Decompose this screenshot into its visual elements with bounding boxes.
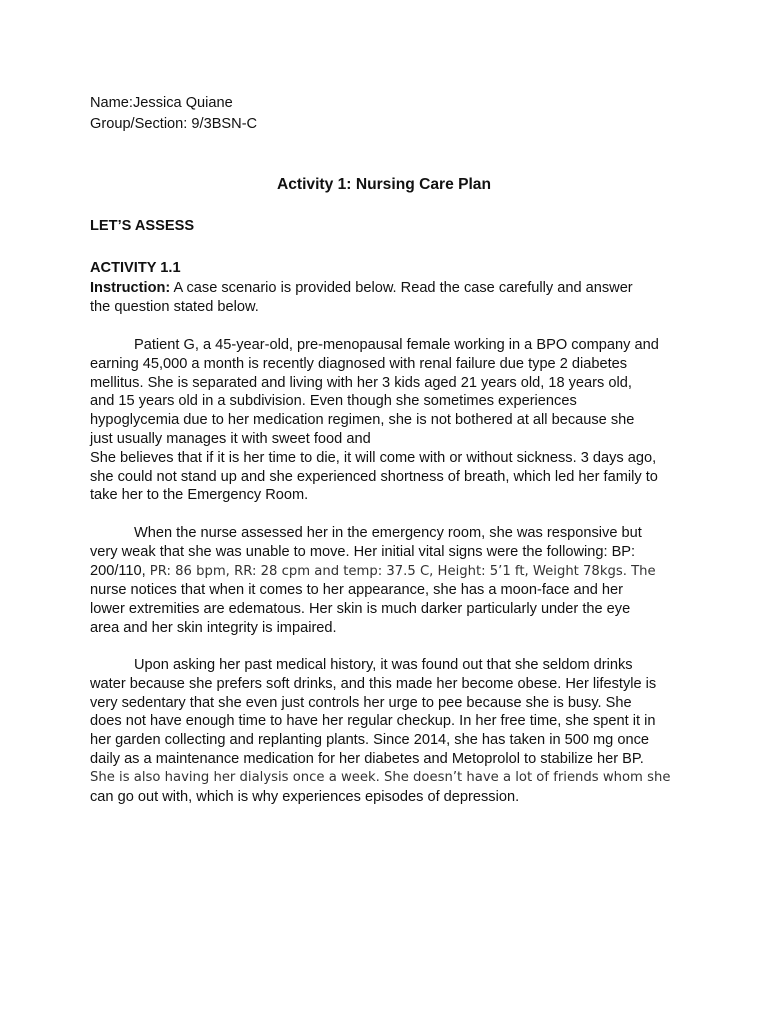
section-heading: LET’S ASSESS	[90, 218, 195, 234]
paragraph-line: Upon asking her past medical history, it was found out that she seldom drinks	[134, 657, 633, 673]
group-section: Group/Section: 9/3BSN-C	[90, 116, 258, 132]
paragraph-line: very weak that she was unable to move. Her initial vital signs were the following: BP:	[90, 543, 636, 560]
case-paragraph-3	[90, 656, 690, 806]
activity-heading: ACTIVITY 1.1	[90, 260, 181, 276]
paragraph-line: take her to the Emergency Room.	[90, 487, 309, 504]
paragraph-line: Patient G, a 45-year-old, pre-menopausal female working in a BPO company and	[134, 337, 659, 353]
instruction-line-1: A case scenario is provided below. Read the case carefully and answer	[170, 280, 633, 296]
paragraph-line: can go out with, which is why experiences episodes of depression.	[90, 788, 520, 805]
instruction-label: Instruction:	[90, 280, 171, 296]
paragraph-line: just usually manages it with sweet food and	[90, 430, 371, 447]
vital-signs-text: PR: 86 bpm, RR: 28 cpm and temp: 37.5 C, Height: 5’1 ft, Weight 78kgs. The	[149, 563, 656, 579]
instruction-text	[90, 279, 680, 317]
document-title: Activity 1: Nursing Care Plan	[276, 176, 492, 193]
paragraph-line: very sedentary that she even just controls her urge to pee because she is busy. She	[90, 694, 632, 711]
paragraph-line: does not have enough time to have her regular checkup. In her free time, she spent it in	[90, 713, 656, 730]
paragraph-line: lower extremities are edematous. Her skin is much darker particularly under the eye	[90, 601, 631, 618]
case-paragraph-2	[90, 524, 690, 638]
paragraph-line: her garden collecting and replanting plants. Since 2014, she has taken in 500 mg once	[90, 732, 649, 749]
student-name: Name:Jessica Quiane	[90, 95, 233, 111]
paragraph-line: She is also having her dialysis once a week. She doesn’t have a lot of friends whom she	[90, 769, 671, 785]
paragraph-line: she could not stand up and she experienced shortness of breath, which led her family to	[90, 468, 658, 485]
paragraph-line: hypoglycemia due to her medication regimen, she is not bothered at all because she	[90, 412, 635, 429]
instruction-line-2: the question stated below.	[90, 299, 259, 315]
header-block	[90, 93, 257, 135]
paragraph-line: mellitus. She is separated and living with her 3 kids aged 21 years old, 18 years old,	[90, 374, 632, 391]
paragraph-line: She believes that if it is her time to die, it will come with or without sickness. 3 days ago,	[90, 449, 657, 466]
bp-value: 200/110,	[90, 562, 150, 579]
paragraph-line: water because she prefers soft drinks, and this made her become obese. Her lifestyle is	[90, 675, 657, 692]
paragraph-line: and 15 years old in a subdivision. Even though she sometimes experiences	[90, 393, 577, 410]
paragraph-line	[90, 562, 690, 582]
paragraph-line: area and her skin integrity is impaired.	[90, 619, 337, 636]
paragraph-line: daily as a maintenance medication for her diabetes and Metoprolol to stabilize her BP.	[90, 750, 644, 767]
case-paragraph-1	[90, 336, 690, 505]
paragraph-line: When the nurse assessed her in the emergency room, she was responsive but	[134, 525, 642, 541]
paragraph-line: earning 45,000 a month is recently diagnosed with renal failure due type 2 diabetes	[90, 355, 628, 372]
paragraph-line: nurse notices that when it comes to her appearance, she has a moon-face and her	[90, 582, 623, 599]
